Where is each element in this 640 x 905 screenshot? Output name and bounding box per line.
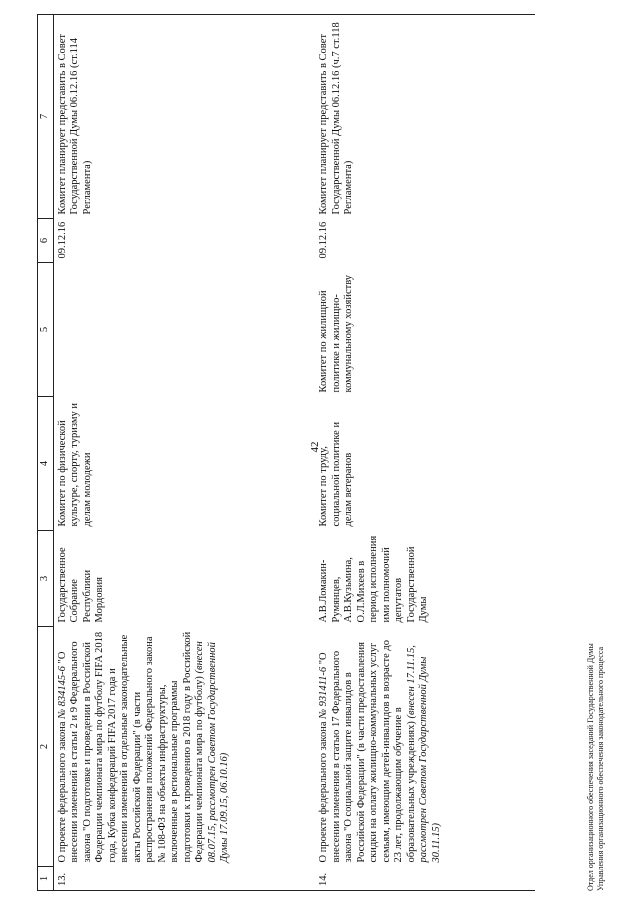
responsible-committee: Комитет по физической культуре, спорту, туризму и делам молодежи xyxy=(56,403,93,527)
bill-status: Комитет планирует представить в Совет Государственной Думы 06.12.16 (ч.7 ст.118 Регламента) xyxy=(315,15,535,219)
col-header-7: 7 xyxy=(38,15,54,219)
row-number: 13. xyxy=(53,867,315,891)
page-number: 42 xyxy=(309,441,321,453)
bill-number: № 834145-6 xyxy=(56,666,68,719)
col-header-2: 2 xyxy=(38,627,54,867)
bill-title xyxy=(53,627,315,867)
bill-title-prefix: О проекте федерального закона xyxy=(56,718,68,863)
bill-title-text: "О внесении изменения в статью 17 Федерального закона "О социальной защите инвалидов в Российской Федерации" (в части предоставления скидки на оплату жилищно-коммунальных услуг семьям, имеющим детей-инвалидов в возрасте до 23 лет, продолжающим обучение в образовательных учреждениях) xyxy=(318,640,417,863)
bill-status: Комитет планирует представить в Совет Государственной Думы 06.12.16 (ст.114 Регламента) xyxy=(53,15,315,219)
bill-date: 09.12.16 xyxy=(56,221,68,259)
col-header-1: 1 xyxy=(38,867,54,891)
bill-note: (внесен 08.07.15, рассмотрен Советом Государственной Думы 17.09.15, 06.10.16) xyxy=(194,641,230,863)
col-header-6: 6 xyxy=(38,219,54,263)
footer-line-2: Управления организационного обеспечения законодательного процесса xyxy=(596,646,605,891)
col-header-5: 5 xyxy=(38,263,54,397)
co-committee: Комитет по жилищной политике и жилищно-коммунальному хозяйству xyxy=(318,274,354,393)
col-header-4: 4 xyxy=(38,397,54,531)
bill-title xyxy=(315,627,535,867)
footer-line-1: Отдел организационного обеспечения заседаний Государственной Думы xyxy=(586,643,595,891)
bill-date: 09.12.16 xyxy=(318,221,329,259)
bills-table xyxy=(37,14,535,891)
row-number: 14. xyxy=(315,867,535,891)
col-header-3: 3 xyxy=(38,531,54,627)
bill-number: № 931411-6 xyxy=(318,666,329,719)
header-row xyxy=(38,15,54,891)
bill-note: (внесен 17.11.15, рассмотрен Советом Государственной Думы 30.11.15) xyxy=(405,645,442,863)
table-row xyxy=(315,15,535,891)
bill-initiator: Государственное Собрание Республики Мордовия xyxy=(56,547,105,623)
footer xyxy=(586,643,606,891)
co-committee xyxy=(53,263,315,397)
responsible-committee: Комитет по труду, социальной политике и делам ветеранов xyxy=(318,421,354,527)
bill-initiator: А.В.Ломакин-Румянцев, А.В.Кузьмина, О.Л.Михеев в период исполнения ими полномочий депутатов Государственной Думы xyxy=(318,535,429,623)
bill-title-text: "О внесении изменений в статьи 2 и 9 Федерального закона "О подготовке и проведении в Российской Федерации чемпионата мира по футболу FIFA 2018 года, Кубка конфедераций FIFA 2017 года и внесении изменений в отдельные законодательные акты Российской Федерации" (в части распространения положений Федерального закона № 108-ФЗ на объекты инфраструктуры, включенные в региональные программы подготовки к проведению в 2018 году в Российской Федерации чемпионата мира по футболу) xyxy=(56,631,205,863)
bill-title-prefix: О проекте федерального закона xyxy=(318,718,329,863)
table-row xyxy=(53,15,315,891)
